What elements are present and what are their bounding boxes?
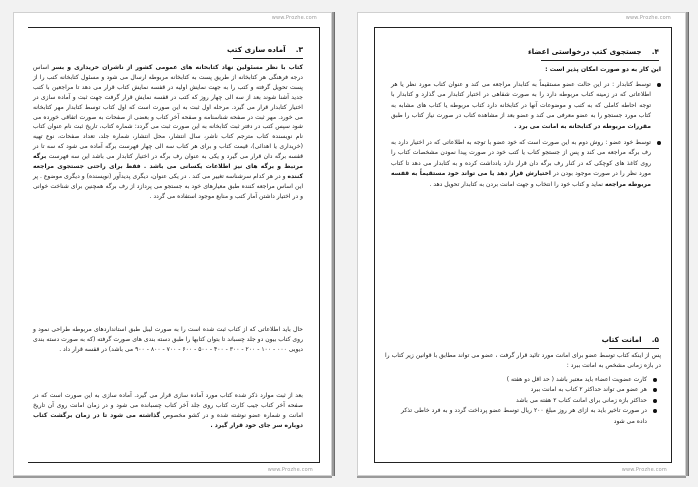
- section-3-body-labels: [33, 325, 303, 355]
- rule-text: حداکثر بازه زمانی برای امانت کتاب ۲ هفته می باشد: [516, 396, 647, 404]
- watermark-bottom: www.Prozhe.com: [267, 467, 313, 473]
- loan-rules-list: [401, 375, 657, 427]
- heading-title: امانت کتاب: [601, 335, 642, 344]
- bullet-icon: [653, 378, 657, 382]
- heading-number: ۳.: [295, 45, 303, 54]
- body-text-3: و در هر کدام سرشناسه تغییر می کند . در یکی عنوان، دیگری پدیدآور (نویسنده) و دیگری موضوع . پر این اساس مراجعه کننده طبق معیارهای خود به جستجو می پردازد از رف برگه همچنین برای شناخت خوانی و در اختیار داشتن آمار کتب و منابع موجود استفاده می گردد .: [33, 172, 303, 200]
- rule-text: در صورت تاخیر باید به ازای هر روز مبلغ ۲۰۰ ریال توسط عضو پرداخت گردد و به فرد خاطی تذکر داده می شود: [401, 407, 647, 425]
- section-5-body: پس از اینکه کتاب توسط عضو برای امانت مورد تائید قرار گرفت ، عضو می تواند مطابق با قوانین زیر کتاب را در بازه زمانی مشخص به امانت ببرد :: [385, 352, 661, 369]
- section-heading-4: [528, 47, 659, 56]
- item-2-text: توسط خود عضو : روش دوم به این صورت است که خود عضو با توجه به اطلاعاتی که در اختیار دارد به رف برگه مراجعه می کند و پس از جستجو کتاب یا کتب خود در صورت پیدا نمودن مشخصات کتاب را روی کاغذ های کوچکی که در کنار رف برگه دان قرار دارد یادداشت کرده و به کتابدار می دهد تا کتاب مورد نظر را در صورت موجود بودن در: [391, 139, 651, 178]
- bullet-icon: [657, 141, 661, 145]
- watermark-top: www.Prozhe.com: [271, 15, 317, 21]
- item-1-bold: مقررات مربوطه در کتابخانه به امانت می برد .: [514, 122, 651, 130]
- bullet-icon: [657, 83, 661, 87]
- section-4-lead: این کار به دو صورت امکان پذیر است :: [545, 66, 661, 73]
- body-text-1: اساس درجه فرهنگی هر کتابخانه از طریق پست به کتابخانه مربوطه ارسال می شود و مسئول کتابخانه کتب را از پست تحویل گرفته و کتب را به جهت نمایش اولیه در قفسه نمایش کتاب قرار می دهد تا مراجعین با کتب جدید آشنا شوند بعد از سه الی چهار روز که کتب در قفسه نمایش قرار گرفت جهت ثبت و آماده سازی در اختیار کتابدار قرار می گیرد. مرحله اول ثبت به این صورت است که اول کتاب توسط کتابدار مهر کتابخانه می خورد. مهر ثبت در صفحه شناسنامه و صفحه آخر کتاب و بعضی از صفحات به صورت اتفاقی خورده می شود سپس کتب در دفتر ثبت کتابخانه به این صورت ثبت می گردد: شماره کتاب، تاریخ ثبت نام عنوان کتاب نام نویسنده کتاب مترجم کتاب ناشر، سال انتشار، محل انتشار، شماره جلد، تعداد صفحات، نوع تهیه (خریداری یا اهدائی)، قیمت کتاب و برای هر کتاب سه الی چهار فهرست برگه آماده می شود که سه تا در قفسه برگه دان قرار می گیرد و یکی به عنوان رف برگه در اختیار کتابدار می باشد این سه فهرست: [33, 64, 303, 161]
- intro-bold: کتاب با نظر مسئولین نهاد کتابخانه های عمومی کشور از ناشران خریداری و بسر: [51, 64, 303, 71]
- heading-title: آماده سازی کتب: [227, 45, 286, 54]
- section-3-body-prep: [33, 391, 303, 431]
- list-item: [391, 80, 661, 132]
- item-2-tail: نماید و کتاب خود را انتخاب و جهت امانت بردن به کتابدار تحویل دهد .: [429, 180, 603, 188]
- bullet-icon: [653, 409, 657, 413]
- heading-title: جستجوی کتب درخواستی اعضاء: [527, 47, 642, 56]
- heading-number: ۵.: [651, 335, 659, 344]
- section-heading-5: [602, 335, 659, 344]
- item-2-bold: اختیارش قرار دهد یا می تواند خود مستقیماً به قفسه مربوطه مراجعه: [391, 170, 651, 188]
- document-page-right: [357, 12, 686, 476]
- watermark-bottom: www.Prozhe.com: [621, 467, 667, 473]
- watermark-top: www.Prozhe.com: [625, 15, 671, 21]
- body-text-5: بعد از ثبت موارد ذکر شده کتاب مورد آماده سازی قرار می گیرد. آماده سازی به این صورت است که در صفحه آخر کتاب جیب کارت کتاب روی جلد آخر کتاب چسبانده می شود و در زمان امانت روی آن تاریخ امانت و شماره عضو نوشته شده و در کشو مخصوص: [33, 392, 303, 419]
- list-item: [401, 396, 657, 406]
- body-bold-6: گذاشته می شود تا در زمان برگشت کتاب دوباره سر جای خود قرار گیرد .: [33, 411, 303, 429]
- search-methods-list: [391, 80, 661, 190]
- list-item: [401, 385, 657, 395]
- rule-text: کارت عضویت اعضاء باید معتبر باشد ( حد اقل دو هفته ): [506, 376, 647, 383]
- heading-number: ۴.: [651, 47, 659, 56]
- list-item: [401, 406, 657, 427]
- heading-underline: [233, 58, 303, 59]
- list-item: [391, 138, 661, 190]
- bullet-icon: [653, 388, 657, 392]
- body-bold-2: برگه مرتبط و برگه های نیز اطلاعات یکسانی می باشد . فقط برای راحتی جستجوی مراجعه کننده: [33, 153, 303, 180]
- list-item: [401, 375, 657, 385]
- bullet-icon: [653, 399, 657, 403]
- body-text-4: حال باید اطلاعاتی که از کتاب ثبت شده است را به صورت لیبل طبق استانداردهای مربوطه طراحی نمود و روی کتاب بیون دو جلد چسباند تا بتوان کتابها را طبق دسته بندی های صورت گرفته (که به صورت دسته بندی دیویی ۰۰۰ - ۱۰۰ - ۲۰۰ - ۳۰۰ - ۴۰۰ - ۵۰۰ - ۶۰۰ - ۷۰۰ - ۸۰۰ - ۹۰۰ می باشد) در قفسه قرار داد .: [33, 326, 303, 353]
- rule-text: هر عضو می تواند حداکثر ۲ کتاب به امانت ببرد: [530, 386, 647, 394]
- document-page-left: [13, 12, 332, 476]
- heading-underline: [541, 60, 659, 61]
- item-1-text: توسط کتابدار : در این حالت عضو مستقیماً به کتابدار مراجعه می کند و عنوان کتاب مورد نظر یا هر اطلاعاتی که در زمینه کتاب مربوطه دارد را به صورت شفاهی در اختیار کتابدار می گذارد و کتابدار با توجه احاطه کاملی که به کتب و موضوعات آنها در کتابخانه دارد کتاب مربوطه یا کتاب های مشابه به کتاب مورد جستجو را به عضو معرفی می کند و عضو بعد از مشاهده کتاب در صورت نیاز کتاب را طبق: [391, 81, 651, 120]
- section-3-body: [33, 63, 303, 202]
- heading-underline: [609, 348, 659, 349]
- section-heading-3: [227, 45, 303, 54]
